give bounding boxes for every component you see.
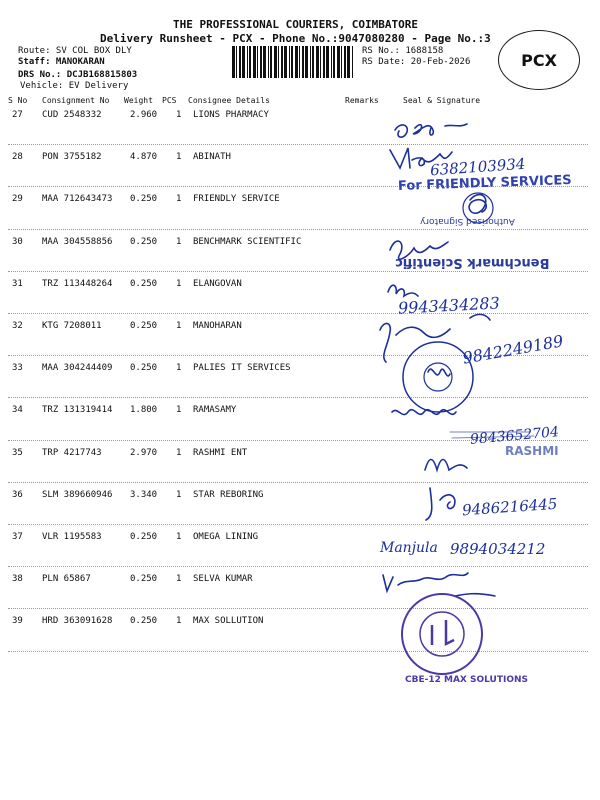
cell-weight: 0.250 bbox=[130, 616, 158, 627]
cell-consignment: VLR 1195583 bbox=[42, 532, 102, 542]
signature-29 bbox=[469, 195, 486, 214]
cell-sno: 38 bbox=[12, 574, 23, 585]
cell-sno: 29 bbox=[12, 194, 23, 205]
cell-pcs: 1 bbox=[176, 363, 182, 374]
cell-weight: 0.250 bbox=[130, 194, 158, 205]
cell-weight: 3.340 bbox=[130, 489, 158, 500]
col-consignment: Consignment No bbox=[42, 96, 110, 105]
benchmark-stamp: Benchmark Scientific bbox=[395, 255, 550, 270]
cell-weight: 4.870 bbox=[130, 152, 158, 163]
cell-sno: 31 bbox=[12, 278, 23, 289]
barcode-bar bbox=[312, 46, 314, 78]
hand-phone-31: 9943434283 bbox=[397, 293, 501, 318]
cell-consignee: LIONS PHARMACY bbox=[193, 110, 269, 120]
benchmark-auth: Authorised Signatory bbox=[420, 216, 515, 226]
col-weight: Weight bbox=[124, 96, 153, 105]
cell-weight: 0.250 bbox=[130, 532, 158, 542]
hand-manjula: Manjula bbox=[380, 540, 438, 556]
row-divider bbox=[8, 482, 588, 483]
barcode-bar bbox=[263, 46, 266, 78]
signature-38 bbox=[383, 573, 495, 596]
barcode-bar bbox=[242, 46, 245, 78]
barcode-bar bbox=[291, 46, 293, 78]
signature-33 bbox=[428, 369, 450, 376]
barcode-bar bbox=[278, 46, 279, 78]
stamp-39 bbox=[402, 594, 482, 674]
barcode bbox=[232, 46, 356, 78]
cell-sno: 33 bbox=[12, 363, 23, 374]
cell-consignee: MANOHARAN bbox=[193, 321, 242, 331]
barcode-bar bbox=[331, 46, 332, 78]
runsheet-subtitle: Delivery Runsheet - PCX - Phone No.:9047080280 - Page No.:3 bbox=[100, 32, 491, 45]
cell-sno: 35 bbox=[12, 447, 23, 458]
cell-consignment: HRD 363091628 bbox=[42, 616, 113, 627]
cell-weight: 0.250 bbox=[130, 278, 158, 289]
col-remarks: Remarks bbox=[345, 96, 379, 105]
cell-consignee: STAR REBORING bbox=[193, 489, 264, 500]
cell-sno: 27 bbox=[12, 110, 23, 120]
cell-consignee: FRIENDLY SERVICE bbox=[193, 194, 280, 205]
cell-consignee: PALIES IT SERVICES bbox=[193, 363, 291, 374]
cell-consignee: RASHMI ENT bbox=[193, 447, 248, 458]
barcode-bar bbox=[232, 46, 235, 78]
barcode-bar bbox=[302, 46, 304, 78]
row-divider bbox=[8, 397, 588, 398]
signature-35 bbox=[425, 460, 467, 471]
cell-pcs: 1 bbox=[176, 278, 182, 289]
cell-consignment: MAA 712643473 bbox=[42, 194, 113, 205]
cell-weight: 0.250 bbox=[130, 363, 158, 374]
cell-pcs: 1 bbox=[176, 194, 182, 205]
barcode-bar bbox=[320, 46, 321, 78]
row-divider bbox=[8, 651, 588, 652]
cell-consignment: KTG 7208011 bbox=[42, 321, 102, 331]
cell-consignee: BENCHMARK SCIENTIFIC bbox=[193, 236, 302, 247]
cell-pcs: 1 bbox=[176, 405, 182, 416]
stamp-inner-33 bbox=[424, 363, 452, 391]
cell-consignment: MAA 304244409 bbox=[42, 363, 113, 374]
cell-weight: 0.250 bbox=[130, 321, 158, 331]
hand-phone-32: 9842249189 bbox=[461, 331, 565, 368]
row-divider bbox=[8, 524, 588, 525]
barcode-bar bbox=[347, 46, 350, 78]
pcx-stamp bbox=[498, 30, 580, 90]
pcx-stamp-text: PCX bbox=[521, 50, 557, 70]
cell-weight: 0.250 bbox=[130, 574, 158, 585]
row-divider bbox=[8, 566, 588, 567]
cell-consignee: RAMASAMY bbox=[193, 405, 237, 416]
barcode-bar bbox=[310, 46, 311, 78]
barcode-bar bbox=[268, 46, 269, 78]
barcode-bar bbox=[239, 46, 241, 78]
barcode-bar bbox=[236, 46, 237, 78]
cell-consignment: TRZ 113448264 bbox=[42, 278, 113, 289]
cell-pcs: 1 bbox=[176, 616, 182, 627]
barcode-bar bbox=[284, 46, 287, 78]
barcode-bar bbox=[337, 46, 340, 78]
cell-sno: 37 bbox=[12, 532, 23, 542]
cell-weight: 0.250 bbox=[130, 236, 158, 247]
barcode-bar bbox=[299, 46, 300, 78]
row-divider bbox=[8, 313, 588, 314]
cell-consignment: PON 3755182 bbox=[42, 152, 102, 163]
cell-consignee: SELVA KUMAR bbox=[193, 574, 253, 585]
cell-weight: 2.960 bbox=[130, 110, 158, 120]
cell-pcs: 1 bbox=[176, 489, 182, 500]
barcode-bar bbox=[341, 46, 342, 78]
cell-consignment: CUD 2548332 bbox=[42, 110, 102, 120]
rs-date: RS Date: 20-Feb-2026 bbox=[362, 57, 471, 67]
barcode-bar bbox=[274, 46, 277, 78]
cell-consignment: MAA 304558856 bbox=[42, 236, 113, 247]
vehicle-label: Vehicle: EV Delivery bbox=[20, 81, 129, 91]
barcode-bar bbox=[326, 46, 329, 78]
signature-27 bbox=[395, 124, 467, 137]
cell-pcs: 1 bbox=[176, 110, 182, 120]
cell-consignee: ELANGOVAN bbox=[193, 278, 242, 289]
cell-consignee: ABINATH bbox=[193, 152, 231, 163]
barcode-bar bbox=[270, 46, 272, 78]
row-divider bbox=[8, 229, 588, 230]
signature-31 bbox=[388, 285, 418, 296]
cell-weight: 2.970 bbox=[130, 447, 158, 458]
friendly-stamp: For FRIENDLY SERVICES bbox=[397, 172, 572, 195]
cell-consignment: TRP 4217743 bbox=[42, 447, 102, 458]
cell-consignee: OMEGA LINING bbox=[193, 532, 259, 542]
staff-label: Staff: MANOKARAN bbox=[18, 57, 105, 67]
cell-sno: 39 bbox=[12, 616, 23, 627]
cell-sno: 34 bbox=[12, 405, 23, 416]
company-title: THE PROFESSIONAL COURIERS, COIMBATORE bbox=[173, 18, 419, 31]
cell-sno: 36 bbox=[12, 489, 23, 500]
barcode-bar bbox=[323, 46, 325, 78]
cell-pcs: 1 bbox=[176, 574, 182, 585]
barcode-bar bbox=[305, 46, 308, 78]
col-consignee: Consignee Details bbox=[188, 96, 270, 105]
hand-phone-35: 9843652704 bbox=[469, 424, 560, 448]
rashmi-stamp: RASHMI bbox=[505, 444, 559, 458]
hand-phone-36: 9486216445 bbox=[461, 494, 558, 520]
barcode-bar bbox=[247, 46, 248, 78]
hand-phone-37: 9894034212 bbox=[450, 540, 546, 558]
barcode-bar bbox=[281, 46, 283, 78]
barcode-bar bbox=[249, 46, 251, 78]
cell-sno: 32 bbox=[12, 321, 23, 331]
hand-phone-28: 6382103934 bbox=[429, 154, 526, 180]
cell-weight: 1.800 bbox=[130, 405, 158, 416]
cell-consignee: MAX SOLLUTION bbox=[193, 616, 264, 627]
barcode-bar bbox=[257, 46, 258, 78]
rs-number: RS No.: 1688158 bbox=[362, 46, 444, 56]
barcode-bar bbox=[352, 46, 353, 78]
cell-sno: 30 bbox=[12, 236, 23, 247]
max-solution-stamp: CBE-12 MAX SOLUTIONS bbox=[405, 675, 529, 685]
barcode-bar bbox=[260, 46, 262, 78]
signature-34 bbox=[392, 410, 456, 415]
cell-consignment: SLM 389660946 bbox=[42, 489, 113, 500]
barcode-bar bbox=[295, 46, 298, 78]
cell-consignment: PLN 65867 bbox=[42, 574, 91, 585]
signature-36 bbox=[426, 488, 455, 520]
col-signature: Seal & Signature bbox=[403, 96, 481, 105]
col-sno: S No bbox=[8, 96, 28, 105]
cell-pcs: 1 bbox=[176, 532, 182, 542]
col-pcs: PCS bbox=[162, 96, 177, 105]
barcode-bar bbox=[289, 46, 290, 78]
cell-pcs: 1 bbox=[176, 321, 182, 331]
barcode-bar bbox=[316, 46, 319, 78]
drs-label: DRS No.: DCJB168815803 bbox=[18, 70, 138, 80]
row-divider bbox=[8, 608, 588, 609]
cell-pcs: 1 bbox=[176, 152, 182, 163]
cell-sno: 28 bbox=[12, 152, 23, 163]
barcode-bar bbox=[333, 46, 335, 78]
cell-pcs: 1 bbox=[176, 447, 182, 458]
barcode-bar bbox=[253, 46, 256, 78]
cell-pcs: 1 bbox=[176, 236, 182, 247]
barcode-bar bbox=[344, 46, 346, 78]
row-divider bbox=[8, 144, 588, 145]
row-divider bbox=[8, 271, 588, 272]
route-label: Route: SV COL BOX DLY bbox=[18, 46, 132, 56]
cell-consignment: TRZ 131319414 bbox=[42, 405, 113, 416]
